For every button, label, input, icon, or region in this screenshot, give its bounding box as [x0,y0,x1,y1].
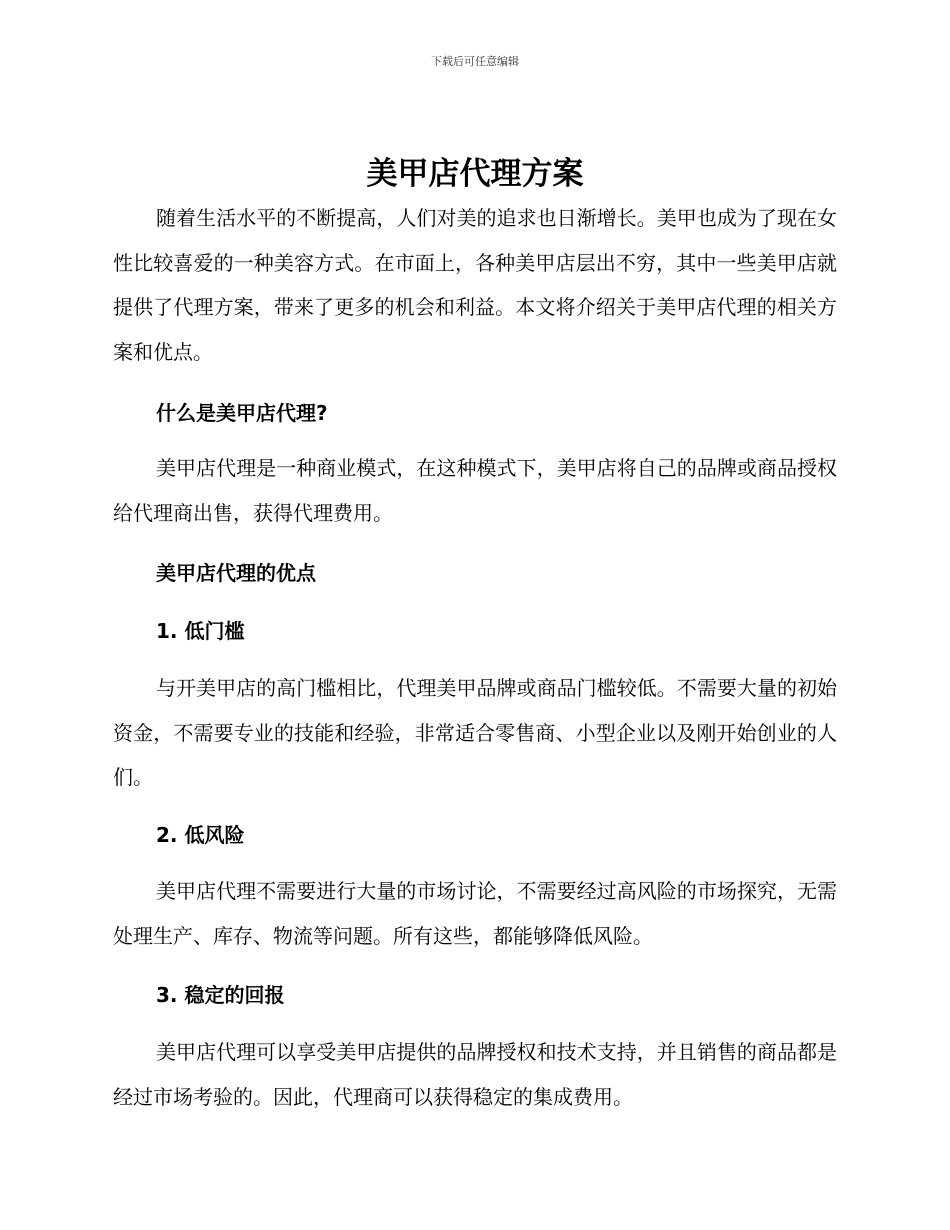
advantage-heading-stable-return: 3. 稳定的回报 [156,983,285,1007]
advantage-heading-low-threshold: 1. 低门槛 [156,619,245,643]
section-heading-what: 什么是美甲店代理? [156,401,328,425]
intro-paragraph: 随着生活水平的不断提高，人们对美的追求也日渐增长。美甲也成为了现在女性比较喜爱的一种美容方式。在市面上，各种美甲店层出不穷，其中一些美甲店就提供了代理方案，带来了更多的机会和利益。本文将介绍关于美甲店代理的相关方案和优点。 [113,206,837,364]
advantage-paragraph-low-risk: 美甲店代理不需要进行大量的市场讨论，不需要经过高风险的市场探究，无需处理生产、库存、物流等问题。所有这些，都能够降低风险。 [113,879,837,948]
advantage-paragraph-low-threshold: 与开美甲店的高门槛相比，代理美甲品牌或商品门槛较低。不需要大量的初始资金，不需要专业的技能和经验，非常适合零售商、小型企业以及刚开始创业的人们。 [113,676,837,789]
advantage-paragraph-stable-return: 美甲店代理可以享受美甲店提供的品牌授权和技术支持，并且销售的商品都是经过市场考验的。因此，代理商可以获得稳定的集成费用。 [113,1040,837,1109]
section-what-paragraph: 美甲店代理是一种商业模式，在这种模式下，美甲店将自己的品牌或商品授权给代理商出售，获得代理费用。 [113,456,837,525]
advantage-heading-low-risk: 2. 低风险 [156,823,245,847]
section-heading-advantages: 美甲店代理的优点 [156,561,316,585]
document-title: 美甲店代理方案 [366,156,584,192]
header-note: 下载后可任意编辑 [431,55,519,68]
